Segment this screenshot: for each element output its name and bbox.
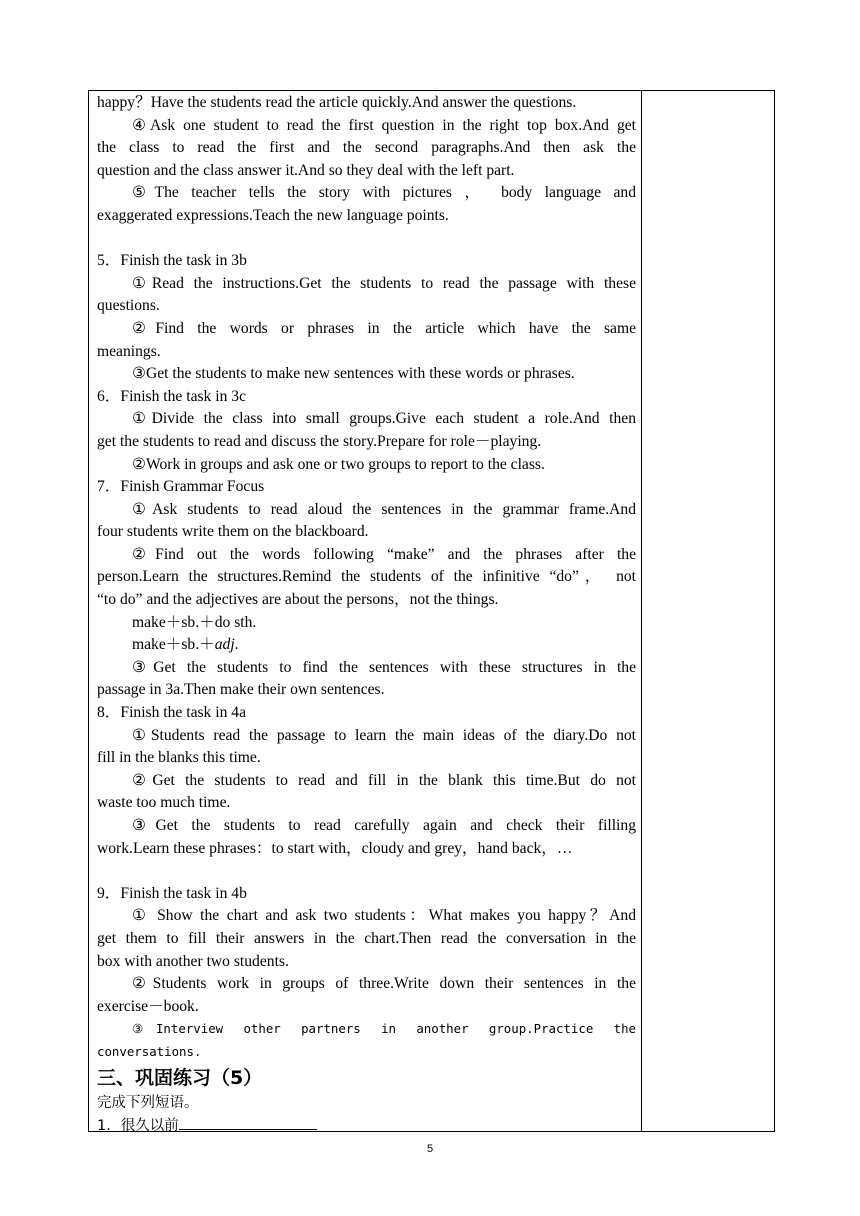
step-heading: 7．Finish Grammar Focus bbox=[97, 478, 265, 496]
text-line: ①Divide the class into small groups.Give each student a role.And then bbox=[132, 410, 636, 428]
text-line: ① Show the chart and ask two students：What makes you happy？And bbox=[132, 907, 636, 925]
text-line: conversations. bbox=[97, 1043, 202, 1059]
exercise-item bbox=[97, 1114, 636, 1136]
formula-line: make＋sb.＋do sth. bbox=[132, 613, 257, 631]
text-line: ⑤The teacher tells the story with pictures ， body language and bbox=[132, 184, 636, 202]
formula-italic: adj bbox=[214, 636, 235, 654]
text-line: four students write them on the blackboard. bbox=[97, 523, 369, 541]
text-line: ②Find out the words following “make” and the phrases after the bbox=[132, 545, 636, 563]
lesson-plan-table bbox=[88, 90, 775, 1132]
text-line: “to do” and the adjectives are about the persons，not the things. bbox=[97, 591, 499, 609]
text-line: happy？Have the students read the article quickly.And answer the questions. bbox=[97, 94, 577, 111]
text-line: ③Get the students to find the sentences with these structures in the bbox=[132, 658, 636, 676]
step-heading: 5．Finish the task in 3b bbox=[97, 252, 247, 270]
formula-line bbox=[97, 634, 636, 657]
text-line: box with another two students. bbox=[97, 952, 289, 970]
text-line: ②Students work in groups of three.Write down their sentences in the bbox=[132, 975, 636, 993]
answer-blank[interactable] bbox=[179, 1114, 317, 1130]
text-line: ②Work in groups and ask one or two groups to report to the class. bbox=[132, 455, 545, 473]
text-line: ①Read the instructions.Get the students to read the passage with these bbox=[132, 274, 636, 292]
notes-cell bbox=[642, 91, 774, 1131]
text-line: get them to fill their answers in the chart.Then read the conversation in the bbox=[97, 929, 636, 947]
text-line: exercise－book. bbox=[97, 997, 199, 1015]
text-line: question and the class answer it.And so they deal with the left part. bbox=[97, 161, 515, 179]
formula-period: . bbox=[234, 636, 239, 654]
text-line: questions. bbox=[97, 297, 160, 315]
blank-line bbox=[97, 228, 636, 251]
text-line: ④Ask one student to read the first question in the right top box.And get bbox=[132, 116, 636, 134]
text-line: meanings. bbox=[97, 342, 161, 360]
text-line: person.Learn the structures.Remind the students of the infinitive “do”， not bbox=[97, 568, 636, 586]
step-heading: 6．Finish the task in 3c bbox=[97, 387, 247, 405]
text-line: get the students to read and discuss the story.Prepare for role－playing. bbox=[97, 432, 542, 450]
text-line: waste too much time. bbox=[97, 794, 231, 812]
text-line: exaggerated expressions.Teach the new language points. bbox=[97, 206, 449, 224]
text-line: work.Learn these phrases：to start with，cloudy and grey，hand back，… bbox=[97, 839, 573, 857]
text-line: ①Students read the passage to learn the main ideas of the diary.Do not bbox=[132, 726, 636, 744]
step-heading: 9．Finish the task in 4b bbox=[97, 884, 247, 902]
text-line: ③Get the students to read carefully again and check their filling bbox=[132, 817, 636, 834]
exercise-item-label: 1．很久以前 bbox=[97, 1117, 179, 1134]
text-line: ②Find the words or phrases in the article which have the same bbox=[132, 319, 636, 337]
step-heading: 8．Finish the task in 4a bbox=[97, 704, 247, 722]
text-line: ③Interview other partners in another group.Practice the bbox=[132, 1021, 636, 1037]
text-line: ②Get the students to read and fill in the blank this time.But do not bbox=[132, 771, 636, 789]
text-line: passage in 3a.Then make their own sentences. bbox=[97, 681, 385, 699]
page-number: 5 bbox=[426, 1143, 434, 1155]
exercise-instruction: 完成下列短语。 bbox=[97, 1094, 199, 1111]
text-line: the class to read the first and the second paragraphs.And then ask the bbox=[97, 139, 636, 157]
text-line: ①Ask students to read aloud the sentences in the grammar frame.And bbox=[132, 500, 636, 518]
formula-text: make＋sb.＋ bbox=[132, 636, 215, 654]
procedure-cell bbox=[97, 92, 636, 1136]
text-line: fill in the blanks this time. bbox=[97, 749, 261, 767]
text-line: ③Get the students to make new sentences with these words or phrases. bbox=[132, 365, 575, 383]
section-heading: 三、巩固练习（5） bbox=[97, 1066, 263, 1089]
blank-line bbox=[97, 860, 636, 883]
